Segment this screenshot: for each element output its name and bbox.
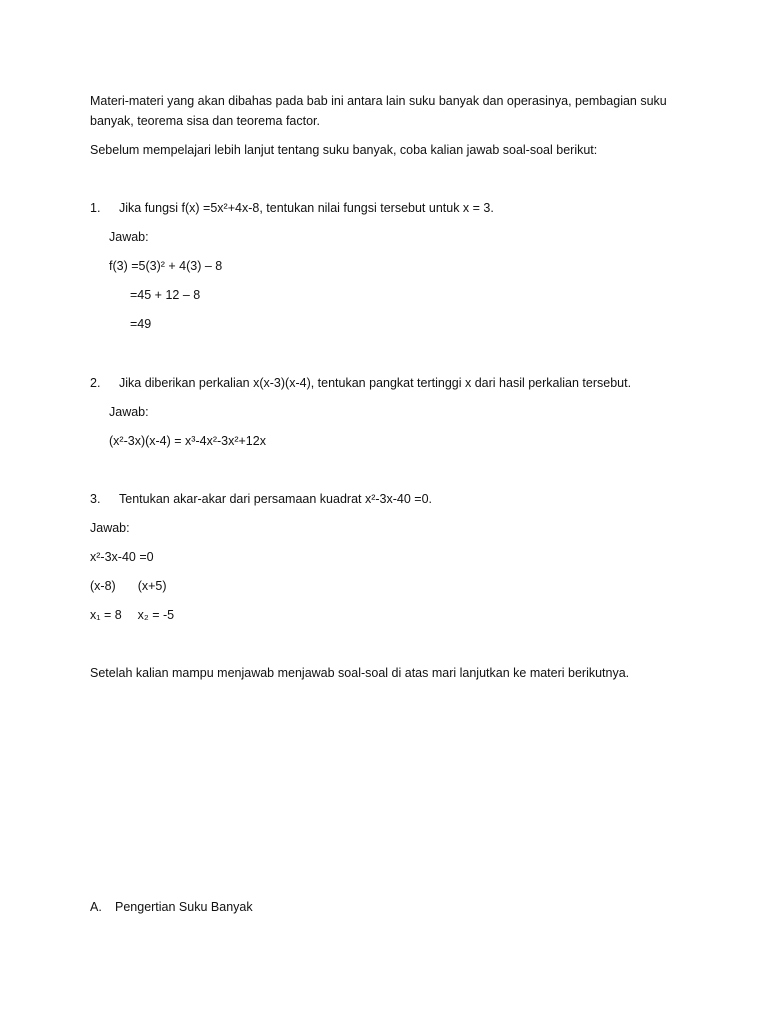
question-1-answer-label: Jawab:: [109, 230, 149, 244]
question-1-step-3: =49: [130, 317, 152, 331]
root-b: x₂ = -5: [137, 608, 175, 622]
intro-line-2: banyak, teorema sisa dan teorema factor.: [90, 114, 320, 128]
question-3: [90, 491, 432, 507]
question-3-roots: [90, 607, 174, 623]
factor-b: (x+5): [137, 579, 167, 593]
question-2: [90, 375, 631, 391]
question-3-text: Tentukan akar-akar dari persamaan kuadrat x²-3x-40 =0.: [119, 492, 433, 506]
section-letter: A.: [90, 900, 102, 914]
factor-a: (x-8): [90, 579, 116, 593]
question-3-number: 3.: [90, 492, 101, 506]
question-1-number: 1.: [90, 201, 101, 215]
question-3-factors: [90, 578, 167, 594]
intro-line-1: Materi-materi yang akan dibahas pada bab ini antara lain suku banyak dan operasinya, pembagian suku: [90, 94, 667, 108]
closing-line: Setelah kalian mampu menjawab menjawab soal-soal di atas mari lanjutkan ke materi berikutnya.: [90, 666, 630, 680]
section-title: Pengertian Suku Banyak: [115, 900, 253, 914]
question-3-answer-label: Jawab:: [90, 521, 130, 535]
question-1-step-2: =45 + 12 – 8: [130, 288, 201, 302]
section-heading: [90, 899, 253, 915]
question-2-text: Jika diberikan perkalian x(x-3)(x-4), tentukan pangkat tertinggi x dari hasil perkalian tersebut.: [119, 376, 632, 390]
intro-line-3: Sebelum mempelajari lebih lanjut tentang suku banyak, coba kalian jawab soal-soal berikut:: [90, 143, 598, 157]
question-2-number: 2.: [90, 376, 101, 390]
question-3-step-1: x²-3x-40 =0: [90, 550, 154, 564]
question-2-answer-label: Jawab:: [109, 405, 149, 419]
root-a: x₁ = 8: [90, 608, 122, 622]
question-2-step-1: (x²-3x)(x-4) = x³-4x²-3x²+12x: [109, 434, 266, 448]
question-1-text: Jika fungsi f(x) =5x²+4x-8, tentukan nilai fungsi tersebut untuk x = 3.: [119, 201, 494, 215]
question-1: [90, 200, 494, 216]
question-1-step-1: f(3) =5(3)² + 4(3) – 8: [109, 259, 223, 273]
